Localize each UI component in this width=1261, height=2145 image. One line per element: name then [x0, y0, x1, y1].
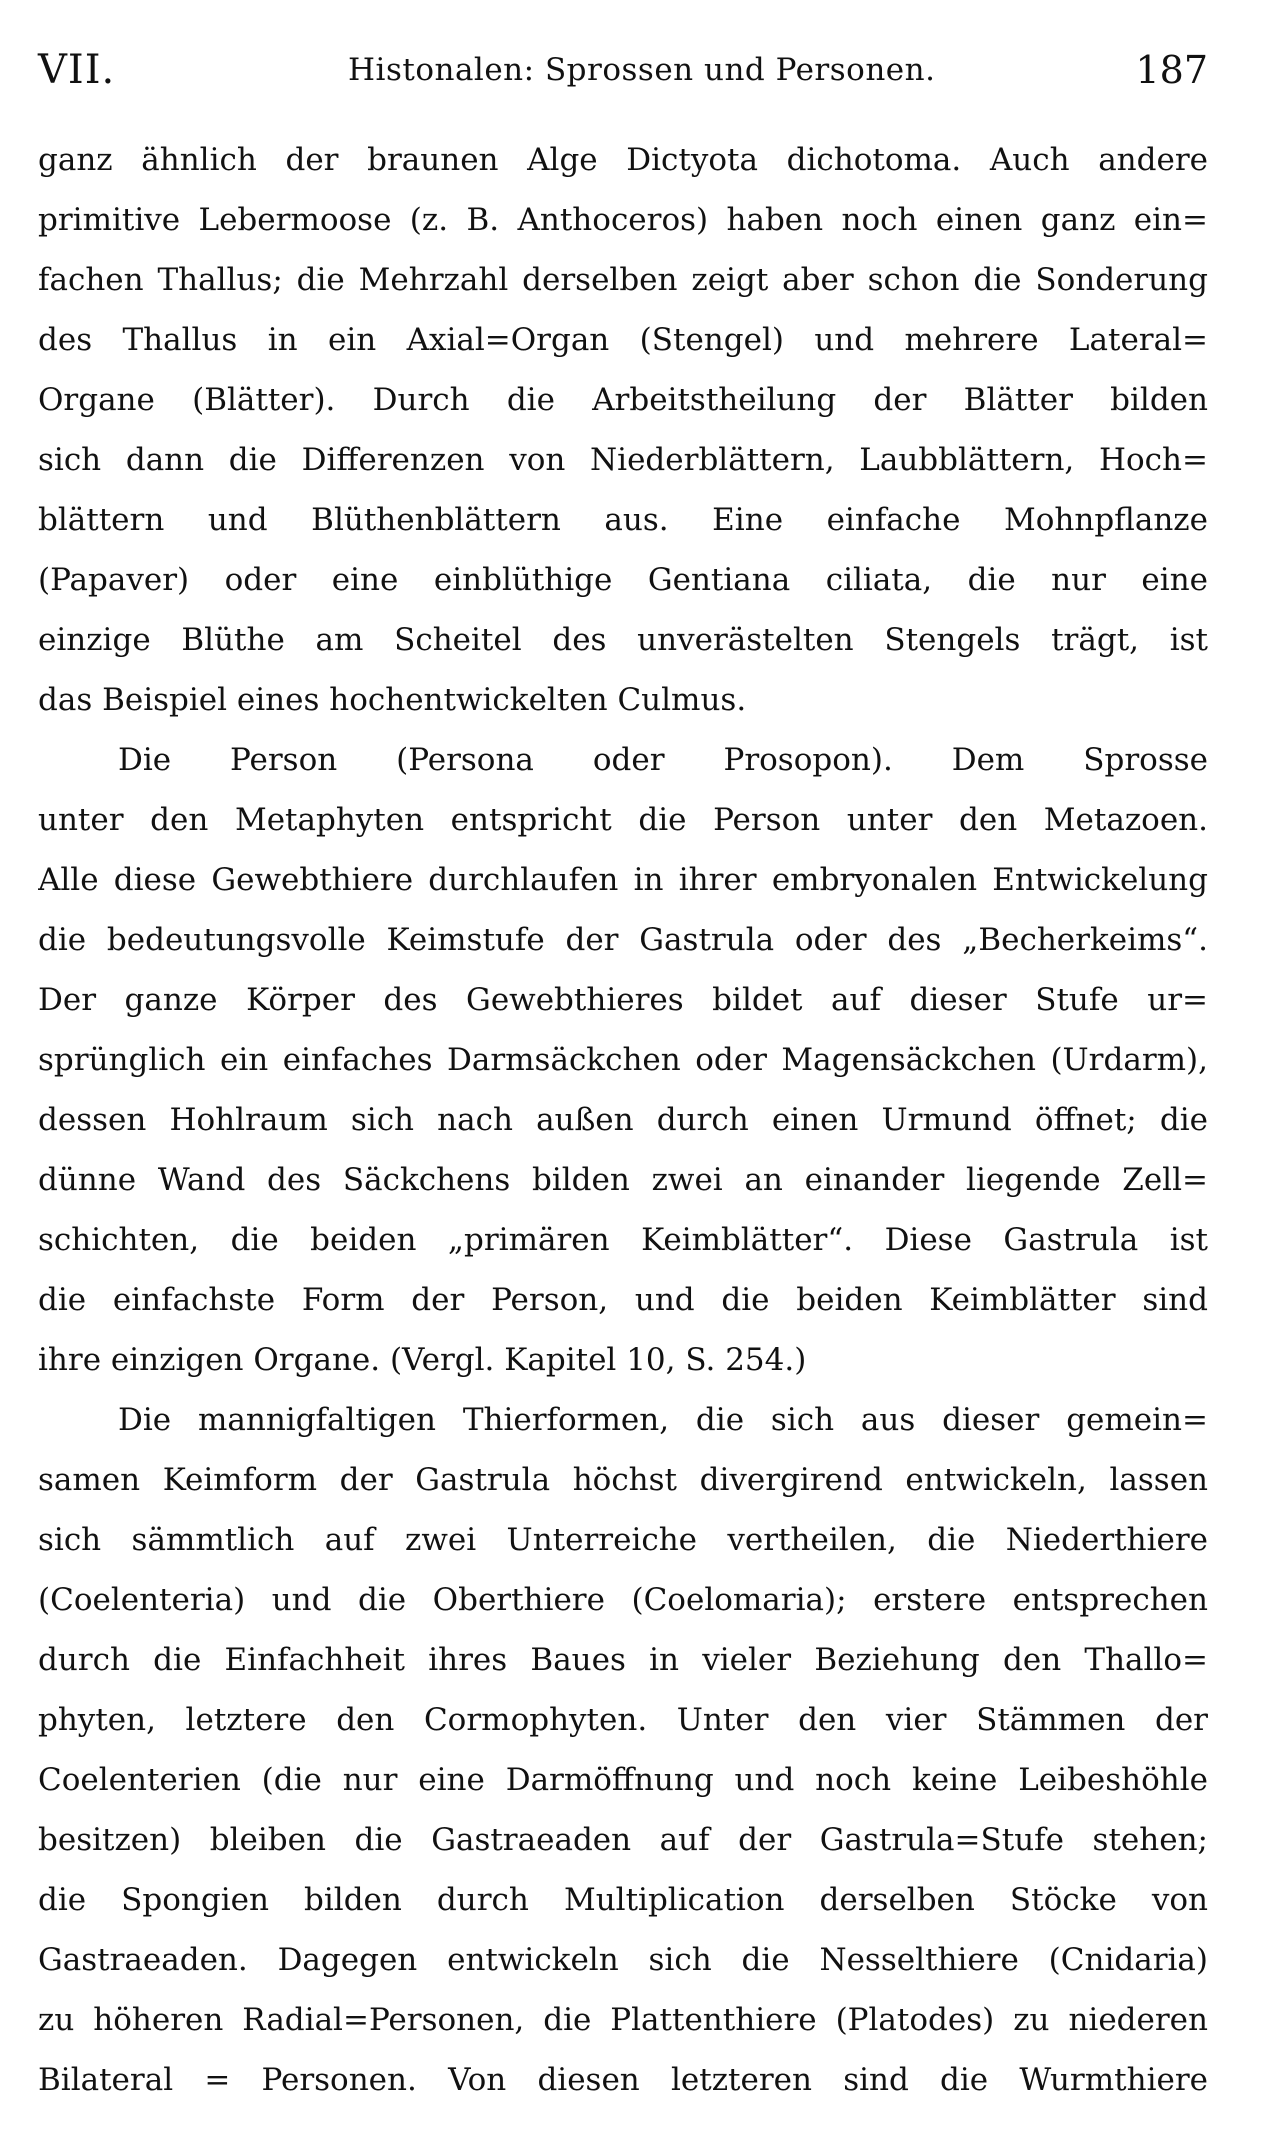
text-line: Der ganze Körper des Gewebthieres bildet auf dieser Stufe ur=	[38, 982, 1208, 1018]
text-line: (Papaver) oder eine einblüthige Gentiana ciliata, die nur eine	[38, 562, 1208, 598]
running-title: Histonalen: Sprossen und Personen.	[348, 52, 936, 88]
text-line: schichten, die beiden „primären Keimblätter“. Diese Gastrula ist	[38, 1222, 1208, 1258]
text-line: fachen Thallus; die Mehrzahl derselben zeigt aber schon die Sonderung	[38, 262, 1208, 298]
text-line: Organe (Blätter). Durch die Arbeitstheilung der Blätter bilden	[38, 382, 1208, 418]
text-line: samen Keimform der Gastrula höchst divergirend entwickeln, lassen	[38, 1462, 1208, 1498]
text-line: durch die Einfachheit ihres Baues in vieler Beziehung den Thallo=	[38, 1642, 1208, 1678]
text-line: blättern und Blüthenblättern aus. Eine einfache Mohnpflanze	[38, 502, 1208, 538]
text-line: zu höheren Radial=Personen, die Plattenthiere (Platodes) zu niederen	[38, 2002, 1208, 2038]
text-line: besitzen) bleiben die Gastraeaden auf der Gastrula=Stufe stehen;	[38, 1822, 1208, 1858]
text-line: Die Person (Persona oder Prosopon). Dem Sprosse	[118, 742, 1208, 778]
page-number: 187	[1135, 48, 1208, 92]
text-line: phyten, letztere den Cormophyten. Unter den vier Stämmen der	[38, 1702, 1208, 1738]
text-line: (Coelenteria) und die Oberthiere (Coelomaria); erstere entsprechen	[38, 1582, 1208, 1618]
text-line: sich sämmtlich auf zwei Unterreiche vertheilen, die Niederthiere	[38, 1522, 1208, 1558]
text-line: dünne Wand des Säckchens bilden zwei an einander liegende Zell=	[38, 1162, 1208, 1198]
running-head	[38, 40, 1208, 100]
text-line: sich dann die Differenzen von Niederblättern, Laubblättern, Hoch=	[38, 442, 1208, 478]
text-line: Coelenterien (die nur eine Darmöffnung und noch keine Leibeshöhle	[38, 1762, 1208, 1798]
text-line: unter den Metaphyten entspricht die Person unter den Metazoen.	[38, 802, 1208, 838]
text-line: die Spongien bilden durch Multiplication derselben Stöcke von	[38, 1882, 1208, 1918]
text-line: dessen Hohlraum sich nach außen durch einen Urmund öffnet; die	[38, 1102, 1208, 1138]
text-line: ganz ähnlich der braunen Alge Dictyota dichotoma. Auch andere	[38, 142, 1208, 178]
text-line: sprünglich ein einfaches Darmsäckchen oder Magensäckchen (Urdarm),	[38, 1042, 1208, 1078]
body-text	[38, 130, 1208, 2110]
text-line: Alle diese Gewebthiere durchlaufen in ihrer embryonalen Entwickelung	[38, 862, 1208, 898]
text-line: Die mannigfaltigen Thierformen, die sich aus dieser gemein=	[118, 1402, 1208, 1438]
text-line: das Beispiel eines hochentwickelten Culmus.	[38, 682, 747, 718]
text-line: des Thallus in ein Axial=Organ (Stengel) und mehrere Lateral=	[38, 322, 1208, 358]
text-line: die bedeutungsvolle Keimstufe der Gastrula oder des „Becherkeims“.	[38, 922, 1208, 958]
text-line: ihre einzigen Organe. (Vergl. Kapitel 10, S. 254.)	[38, 1342, 807, 1378]
text-line: einzige Blüthe am Scheitel des unverästelten Stengels trägt, ist	[38, 622, 1208, 658]
text-line: Bilateral = Personen. Von diesen letzteren sind die Wurmthiere	[38, 2062, 1208, 2098]
chapter-number: VII.	[38, 47, 116, 93]
text-line: Gastraeaden. Dagegen entwickeln sich die Nesselthiere (Cnidaria)	[38, 1942, 1208, 1978]
text-line: primitive Lebermoose (z. B. Anthoceros) haben noch einen ganz ein=	[38, 202, 1208, 238]
text-line: die einfachste Form der Person, und die beiden Keimblätter sind	[38, 1282, 1208, 1318]
